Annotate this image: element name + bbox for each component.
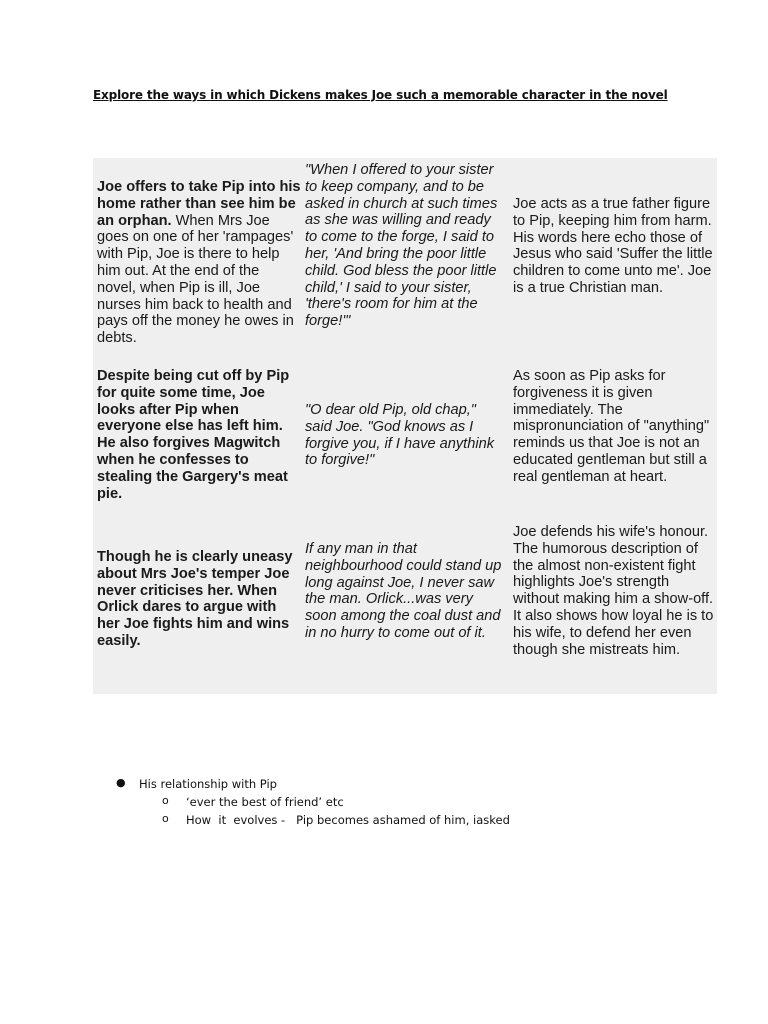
table-row-2-analysis: As soon as Pip asks for forgiveness it is given immediately. The mispronunciation of "anything" reminds us that Joe is not an educated gentleman but still a real gentleman at heart. (513, 368, 710, 485)
table-row-1-quote: "When I offered to your sister to keep company, and to be asked in church at such times as she was willing and ready to come to the forge, I said to her, 'And bring the poor little child. God bless the poor little child,' I said to your sister, 'there's room for him at the forge!'" (305, 162, 498, 330)
table-row-2-quote: "O dear old Pip, old chap," said Joe. "God knows as I forgive you, if I have anythink to forgive!" (305, 402, 495, 469)
table-row-2-point: Despite being cut off by Pip for quite some time, Joe looks after Pip when everyone else has left him. He also forgives Magwitch when he confesses to stealing the Gargery's meat pie. (97, 368, 290, 502)
table-row-3-point: Though he is clearly uneasy about Mrs Joe's temper Joe never criticises her. When Orlick dares to argue with her Joe fights him and wins easily. (97, 549, 293, 649)
table-row-3-quote: If any man in that neighbourhood could stand up long against Joe, I never saw the man. Orlick...was very soon among the coal dust and in no hurry to come out of it. (305, 541, 502, 641)
table-row-1-analysis: Joe acts as a true father figure to Pip, keeping him from harm. His words here echo those of Jesus who said 'Suffer the little children to come unto me'. Joe is a true Christian man. (513, 196, 713, 296)
note-sub-1: ‘ever the best of friend’ etc (186, 795, 344, 809)
bullet-icon: ● (116, 776, 126, 789)
table-row-3-analysis: Joe defends his wife's honour. The humorous description of the almost non-existent fight highlights Joe's strength without making him a show-off. It also shows how loyal he is to his wife, to defend her even though she mistreats him. (513, 524, 714, 658)
table-row-1-point (97, 179, 301, 347)
point-text: When Mrs Joe goes on one of her 'rampages' with Pip, Joe is there to help him out. At the end of the novel, when Pip is ill, Joe nurses him back to health and pays off the money he owes in debts. (97, 212, 294, 347)
page-title: Explore the ways in which Dickens makes Joe such a memorable character in the novel (93, 88, 668, 102)
sub-bullet-icon: o (162, 812, 169, 825)
note-sub-2: How it evolves - Pip becomes ashamed of him, iasked (186, 813, 510, 827)
note-bullet: His relationship with Pip (139, 777, 277, 791)
sub-bullet-icon: o (162, 794, 169, 807)
analysis-table (93, 158, 717, 694)
point-bold-text: Joe offers to take Pip into his home rather than see him be an orphan. (97, 179, 301, 229)
